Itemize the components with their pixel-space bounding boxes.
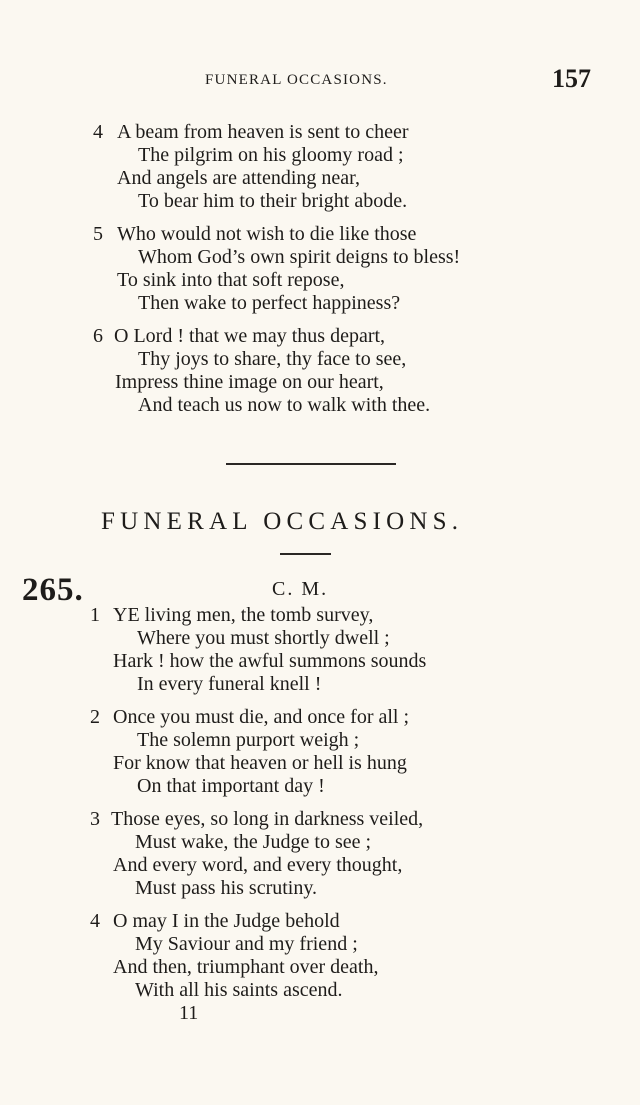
verse-line: My Saviour and my friend ;: [135, 933, 358, 955]
verse-number: 3: [90, 808, 100, 830]
verse-line: Those eyes, so long in darkness veiled,: [111, 808, 424, 830]
verse-line: And then, triumphant over death,: [113, 956, 379, 978]
verse-line: And angels are attending near,: [117, 167, 360, 189]
verse-line: Who would not wish to die like those: [117, 223, 417, 245]
verse-number: 2: [90, 706, 100, 728]
verse-number: 5: [93, 223, 103, 245]
verse-line: Impress thine image on our heart,: [115, 371, 384, 393]
verse-number: 1: [90, 604, 100, 626]
verse-number: 4: [93, 121, 103, 143]
running-head: FUNERAL OCCASIONS.: [205, 72, 388, 88]
verse-line: And teach us now to walk with thee.: [138, 394, 431, 416]
verse-line: O Lord ! that we may thus depart,: [114, 325, 386, 347]
hymn-meter: C. M.: [272, 578, 329, 600]
hymn-number: 265.: [22, 572, 84, 608]
verse-line: To bear him to their bright abode.: [138, 190, 408, 212]
verse-line: Then wake to perfect happiness?: [138, 292, 401, 314]
verse-number: 6: [93, 325, 103, 347]
verse-line: And every word, and every thought,: [113, 854, 403, 876]
verse-line: The solemn purport weigh ;: [137, 729, 360, 751]
verse-line: Must pass his scrutiny.: [135, 877, 318, 899]
verse-line: On that important day !: [137, 775, 325, 797]
verse-line: YE living men, the tomb survey,: [113, 604, 374, 626]
verse-line: The pilgrim on his gloomy road ;: [138, 144, 404, 166]
page-number: 157: [552, 64, 591, 93]
verse-line: In every funeral knell !: [137, 673, 322, 695]
verse-number: 4: [90, 910, 100, 932]
signature-mark: 11: [179, 1002, 199, 1024]
verse-line: Thy joys to share, thy face to see,: [138, 348, 407, 370]
verse-line: To sink into that soft repose,: [117, 269, 345, 291]
verse-line: Once you must die, and once for all ;: [113, 706, 410, 728]
verse-line: For know that heaven or hell is hung: [113, 752, 407, 774]
verse-line: A beam from heaven is sent to cheer: [117, 121, 409, 143]
verse-line: Hark ! how the awful summons sounds: [113, 650, 427, 672]
verse-line: O may I in the Judge behold: [113, 910, 340, 932]
verse-line: Whom God’s own spirit deigns to bless!: [138, 246, 461, 268]
section-heading: FUNERAL OCCASIONS.: [101, 508, 464, 535]
verse-line: Must wake, the Judge to see ;: [135, 831, 372, 853]
section-divider: [226, 463, 396, 465]
verse-line: With all his saints ascend.: [135, 979, 343, 1001]
heading-underline: [280, 553, 331, 555]
verse-line: Where you must shortly dwell ;: [137, 627, 390, 649]
